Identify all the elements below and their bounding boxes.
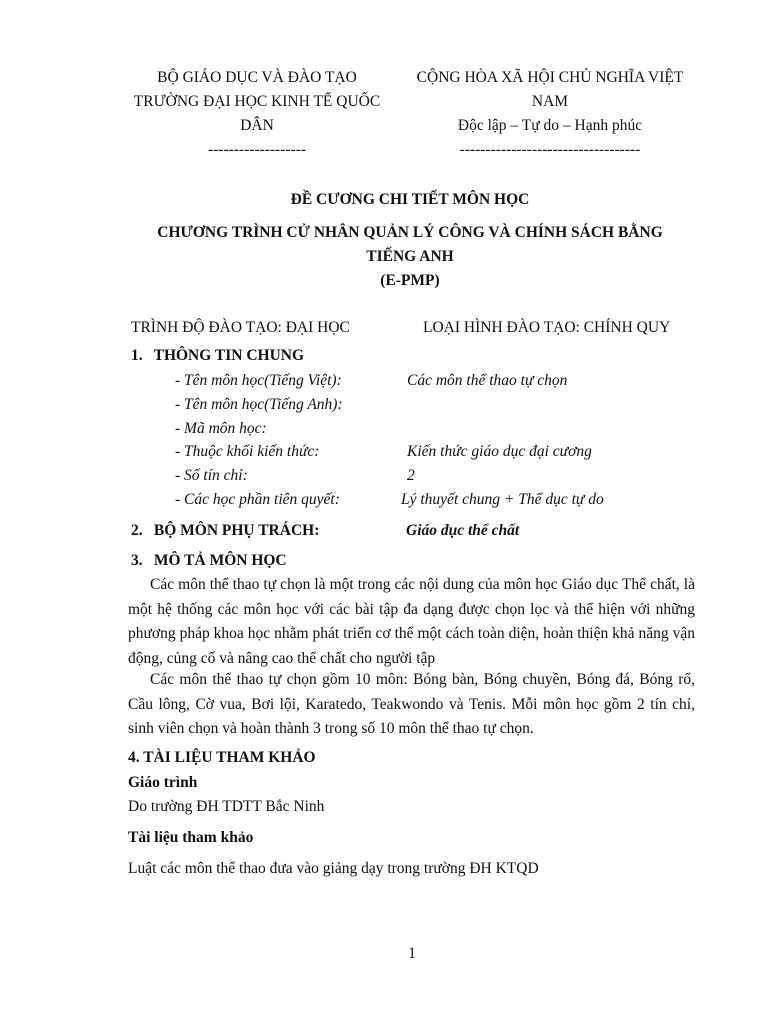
department-name: Giáo dục thể chất bbox=[406, 522, 520, 539]
info-value: Lý thuyết chung + Thể dục tự do bbox=[401, 491, 604, 508]
left-header-rule: ------------------- bbox=[207, 141, 307, 158]
textbook-text: Do trường ĐH TDTT Bắc Ninh bbox=[128, 798, 325, 815]
right-header-rule: ----------------------------------- bbox=[459, 141, 641, 158]
section-1-title: THÔNG TIN CHUNG bbox=[153, 347, 305, 364]
university-name: TRƯỜNG ĐẠI HỌC KINH TẾ QUỐC DÂN bbox=[133, 93, 381, 134]
ministry-name: BỘ GIÁO DỤC VÀ ĐÀO TẠO bbox=[157, 69, 357, 86]
section-2-title: BỘ MÔN PHỤ TRÁCH: bbox=[153, 522, 320, 539]
info-key: - Mã môn học: bbox=[175, 420, 267, 437]
info-value: Kiến thức giáo dục đại cương bbox=[407, 443, 592, 460]
national-title: CỘNG HÒA XÃ HỘI CHỦ NGHĨA VIỆT NAM bbox=[416, 69, 684, 110]
national-header bbox=[405, 66, 695, 162]
references-label: Tài liệu tham khảo bbox=[128, 829, 254, 846]
page-number: 1 bbox=[408, 945, 416, 962]
document-titles bbox=[100, 188, 720, 293]
section-2-heading bbox=[131, 520, 696, 542]
description-paragraph-2: Các môn thể thao tự chọn gồm 10 môn: Bóng bàn, Bóng chuyền, Bóng đá, Bóng rổ, Cầu lông, Cờ vua, Bơi lội, Karatedo, Teakwondo và Tenis. Mỗi môn học gồm 2 tín chỉ, sinh viên chọn và hoàn thành 3 trong số 10 môn thể thao tự chọn. bbox=[128, 671, 695, 737]
ministry-header bbox=[126, 66, 388, 162]
training-type: LOẠI HÌNH ĐÀO TẠO: CHÍNH QUY bbox=[423, 319, 671, 336]
national-motto: Độc lập – Tự do – Hạnh phúc bbox=[457, 117, 643, 134]
info-key: - Tên môn học(Tiếng Việt): bbox=[175, 372, 342, 389]
program-title: CHƯƠNG TRÌNH CỬ NHÂN QUẢN LÝ CÔNG VÀ CHÍNH SÁCH BẰNG TIẾNG ANH bbox=[157, 224, 663, 265]
section-3-heading bbox=[131, 550, 287, 572]
info-key: - Các học phần tiên quyết: bbox=[175, 491, 340, 508]
section-1-number: 1. bbox=[131, 347, 143, 364]
info-value: Các môn thể thao tự chọn bbox=[407, 372, 568, 389]
section-4-heading: 4. TÀI LIỆU THAM KHẢO bbox=[128, 749, 316, 766]
document-title: ĐỀ CƯƠNG CHI TIẾT MÔN HỌC bbox=[290, 191, 530, 208]
info-key: - Số tín chỉ: bbox=[175, 467, 248, 484]
textbook-label: Giáo trình bbox=[128, 774, 198, 791]
section-3-title: MÔ TẢ MÔN HỌC bbox=[153, 552, 287, 569]
section-1-heading bbox=[131, 345, 304, 367]
section-3-number: 3. bbox=[131, 552, 143, 569]
references-text: Luật các môn thể thao đưa vào giảng dạy trong trường ĐH KTQD bbox=[128, 860, 539, 877]
info-key: - Tên môn học(Tiếng Anh): bbox=[175, 396, 343, 413]
program-code: (E-PMP) bbox=[380, 272, 440, 289]
info-value: 2 bbox=[407, 467, 415, 484]
training-level: TRÌNH ĐỘ ĐÀO TẠO: ĐẠI HỌC bbox=[131, 319, 350, 336]
section-2-number: 2. bbox=[131, 522, 143, 539]
info-key: - Thuộc khối kiến thức: bbox=[175, 443, 320, 460]
description-paragraph-1: Các môn thể thao tự chọn là một trong các nội dung của môn học Giáo dục Thể chất, là một hệ thống các môn học với các bài tập đa dạng được chọn lọc và thể hiện với những phương pháp khoa học nhằm phát triển cơ thể một cách toàn diện, hoàn thiện khả năng vận động, củng cố và nâng cao thể chất cho người tập bbox=[128, 576, 695, 667]
